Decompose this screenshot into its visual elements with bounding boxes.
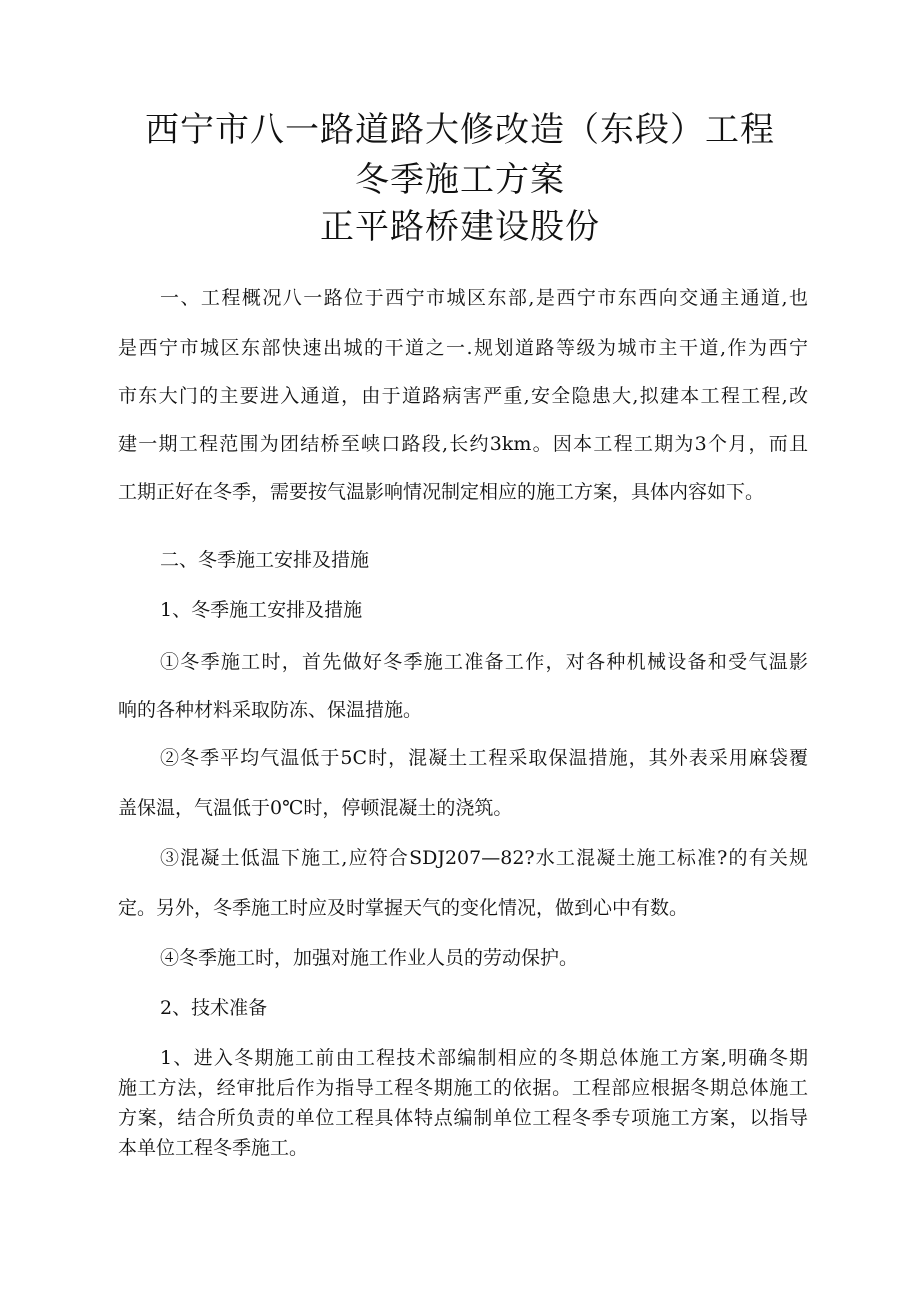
paragraph-line-2: 施工方法，经审批后作为指导工程冬期施工的依据。工程部应根据冬期总体施工 (118, 1077, 808, 1099)
section1-line-4: 建一期工程范围为团结桥至峡口路段,长约3km。因本工程工期为3个月，而且 (118, 433, 808, 455)
item3-line-2: 定。另外，冬季施工时应及时掌握天气的变化情况，做到心中有数。 (118, 897, 689, 919)
paragraph-line-4: 本单位工程冬季施工。 (118, 1137, 309, 1159)
subsection2-heading: 2、技术准备 (160, 997, 268, 1019)
document-title-line-1: 西宁市八一路道路大修改造（东段）工程 (145, 110, 775, 150)
item2-line-1: ②冬季平均气温低于5C时，混凝土工程采取保温措施，其外表采用麻袋覆 (160, 747, 808, 769)
document-title-line-2: 冬季施工方案 (355, 160, 565, 200)
item4-line: ④冬季施工时，加强对施工作业人员的劳动保护。 (160, 947, 579, 969)
section1-line-2: 是西宁市城区东部快速出城的干道之一.规划道路等级为城市主干道,作为西宁 (118, 337, 808, 359)
document-title-line-3: 正平路桥建设股份 (320, 207, 600, 247)
subsection1-heading: 1、冬季施工安排及措施 (160, 599, 363, 621)
section1-line-5: 工期正好在冬季，需要按气温影响情况制定相应的施工方案，具体内容如下。 (118, 481, 765, 503)
section1-line-3: 市东大门的主要进入通道，由于道路病害严重,安全隐患大,拟建本工程工程,改 (118, 385, 808, 407)
section1-line-1: 一、工程概况八一路位于西宁市城区东部,是西宁市东西向交通主通道,也 (160, 287, 808, 309)
paragraph-line-3: 方案，结合所负责的单位工程具体特点编制单位工程冬季专项施工方案，以指导 (118, 1107, 808, 1129)
item2-line-2: 盖保温，气温低于0℃时，停顿混凝土的浇筑。 (118, 797, 513, 819)
item1-line-1: ①冬季施工时，首先做好冬季施工准备工作，对各种机械设备和受气温影 (160, 651, 808, 673)
item3-line-1: ③混凝土低温下施工,应符合SDJ207—82?水工混凝土施工标准?的有关规 (160, 847, 808, 869)
item1-line-2: 响的各种材料采取防冻、保温措施。 (118, 699, 423, 721)
paragraph-line-1: 1、进入冬期施工前由工程技术部编制相应的冬期总体施工方案,明确冬期 (160, 1047, 808, 1069)
section2-heading: 二、冬季施工安排及措施 (160, 549, 370, 571)
